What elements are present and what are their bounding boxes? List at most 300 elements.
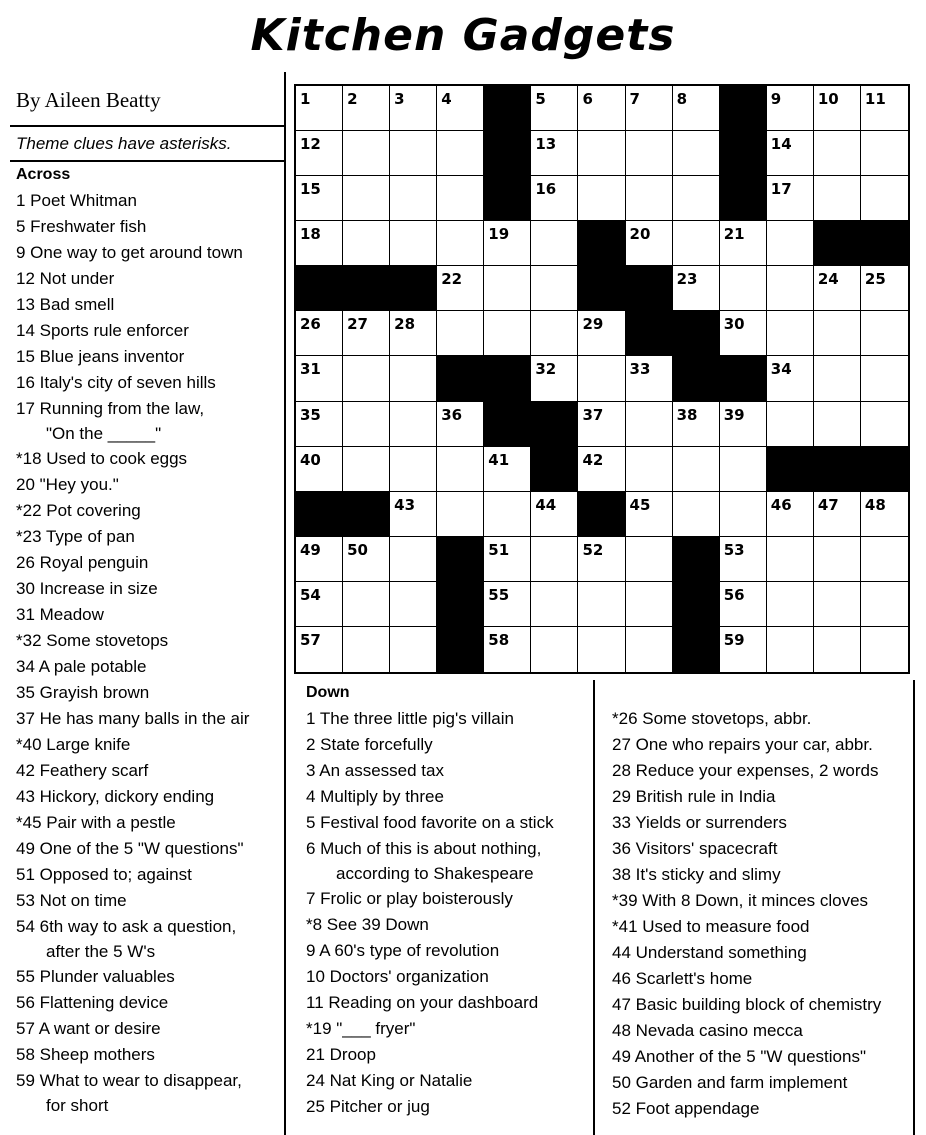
clue-text: *23 Type of pan — [16, 527, 135, 546]
black-square — [861, 221, 908, 266]
clue-item[interactable] — [16, 862, 282, 888]
clue-text: 11 Reading on your dashboard — [306, 993, 539, 1012]
cell-number: 59 — [723, 630, 745, 649]
clue-item[interactable] — [306, 784, 591, 810]
black-square — [437, 537, 484, 582]
cell-number: 37 — [582, 405, 604, 424]
black-square — [484, 86, 531, 131]
grid-cell[interactable] — [626, 447, 673, 492]
grid-cell[interactable] — [390, 86, 437, 131]
down-clues-column-2 — [612, 706, 912, 1122]
crossword-grid — [294, 84, 910, 674]
cell-number: 43 — [394, 495, 416, 514]
clue-text: 9 One way to get around town — [16, 243, 243, 262]
byline: By Aileen Beatty — [16, 88, 161, 112]
clue-item[interactable] — [16, 628, 282, 654]
clue-item[interactable] — [16, 810, 282, 836]
grid-cell[interactable] — [437, 176, 484, 221]
grid-cell[interactable] — [767, 537, 814, 582]
clue-text: *32 Some stovetops — [16, 631, 169, 650]
clue-item[interactable] — [16, 188, 282, 214]
grid-cell[interactable] — [531, 627, 578, 672]
grid-cell[interactable] — [814, 492, 861, 537]
clue-item[interactable] — [16, 576, 282, 602]
grid-cell[interactable] — [626, 86, 673, 131]
clue-text: 14 Sports rule enforcer — [16, 321, 189, 340]
cell-number: 9 — [770, 90, 782, 108]
grid-cell[interactable] — [720, 537, 767, 582]
clue-text: *8 See 39 Down — [306, 915, 429, 934]
grid-cell[interactable] — [343, 176, 390, 221]
across-heading: Across — [16, 166, 71, 183]
clue-item[interactable] — [612, 992, 912, 1018]
grid-cell[interactable] — [484, 311, 531, 356]
grid-cell[interactable] — [720, 582, 767, 627]
grid-cell[interactable] — [484, 266, 531, 311]
clue-item[interactable] — [16, 240, 282, 266]
grid-cell[interactable] — [673, 492, 720, 537]
clue-item[interactable] — [16, 732, 282, 758]
clue-text: 55 Plunder valuables — [16, 967, 175, 986]
grid-cell[interactable] — [767, 356, 814, 401]
black-square — [814, 447, 861, 492]
grid-cell[interactable] — [437, 266, 484, 311]
clue-text: 9 A 60's type of revolution — [306, 941, 500, 960]
clue-text: 3 An assessed tax — [306, 761, 444, 780]
clue-text: *40 Large knife — [16, 735, 131, 754]
black-square — [484, 176, 531, 221]
clue-item[interactable] — [612, 758, 912, 784]
cell-number: 13 — [535, 135, 557, 154]
cell-number: 54 — [300, 585, 321, 604]
cell-number: 29 — [582, 315, 604, 334]
grid-cell[interactable] — [390, 402, 437, 447]
grid-cell[interactable] — [861, 627, 908, 672]
grid-cell[interactable] — [861, 356, 908, 401]
black-square — [673, 311, 720, 356]
grid-cell[interactable] — [390, 131, 437, 176]
grid-cell[interactable] — [814, 131, 861, 176]
clue-text: 31 Meadow — [16, 605, 104, 624]
grid-cell[interactable] — [814, 627, 861, 672]
grid-cell[interactable] — [626, 176, 673, 221]
grid-cell[interactable] — [484, 492, 531, 537]
grid-cell[interactable] — [814, 86, 861, 131]
clue-text: 35 Grayish brown — [16, 683, 150, 702]
grid-cell[interactable] — [861, 537, 908, 582]
grid-cell[interactable] — [484, 627, 531, 672]
grid-cell[interactable] — [531, 311, 578, 356]
down-clues-column-1 — [306, 680, 591, 1120]
clue-text: 7 Frolic or play boisterously — [306, 889, 513, 908]
clue-item[interactable] — [306, 912, 591, 938]
grid-cell[interactable] — [626, 221, 673, 266]
grid-cell[interactable] — [437, 311, 484, 356]
black-square — [814, 221, 861, 266]
grid-cell[interactable] — [484, 447, 531, 492]
clue-text: 53 Not on time — [16, 891, 127, 910]
grid-cell[interactable] — [720, 492, 767, 537]
clue-item[interactable] — [16, 344, 282, 370]
grid-cell[interactable] — [296, 627, 343, 672]
grid-cell[interactable] — [861, 402, 908, 447]
grid-cell[interactable] — [814, 402, 861, 447]
clue-item[interactable] — [16, 784, 282, 810]
black-square — [720, 131, 767, 176]
down-right-divider — [913, 680, 915, 1135]
clue-item[interactable] — [612, 888, 912, 914]
clue-item[interactable] — [612, 810, 912, 836]
grid-cell[interactable] — [578, 176, 625, 221]
grid-cell[interactable] — [390, 627, 437, 672]
grid-cell[interactable] — [861, 266, 908, 311]
clue-item[interactable] — [612, 862, 912, 888]
black-square — [484, 356, 531, 401]
black-square — [673, 356, 720, 401]
black-square — [531, 447, 578, 492]
grid-cell[interactable] — [767, 131, 814, 176]
grid-cell[interactable] — [626, 402, 673, 447]
clue-text: 42 Feathery scarf — [16, 761, 149, 780]
grid-cell[interactable] — [343, 627, 390, 672]
grid-cell[interactable] — [437, 86, 484, 131]
cell-number: 11 — [864, 90, 886, 108]
clue-item[interactable] — [16, 914, 282, 964]
clue-item[interactable] — [16, 680, 282, 706]
clue-text: 28 Reduce your expenses, 2 words — [612, 761, 879, 780]
clue-item[interactable] — [306, 886, 591, 912]
clue-item[interactable] — [612, 706, 912, 732]
grid-cell[interactable] — [296, 176, 343, 221]
grid-cell[interactable] — [531, 537, 578, 582]
grid-cell[interactable] — [578, 131, 625, 176]
grid-cell[interactable] — [767, 402, 814, 447]
cell-number: 24 — [817, 270, 839, 289]
clue-item[interactable] — [16, 214, 282, 240]
grid-cell[interactable] — [767, 311, 814, 356]
black-square — [343, 266, 390, 311]
grid-cell[interactable] — [296, 582, 343, 627]
clue-text: *45 Pair with a pestle — [16, 813, 176, 832]
cell-number: 58 — [488, 630, 510, 649]
grid-cell[interactable] — [626, 537, 673, 582]
grid-cell[interactable] — [343, 356, 390, 401]
clue-continuation: according to Shakespeare — [336, 864, 534, 883]
clue-text: 25 Pitcher or jug — [306, 1097, 430, 1116]
grid-cell[interactable] — [626, 627, 673, 672]
clue-text: 56 Flattening device — [16, 993, 169, 1012]
grid-cell[interactable] — [626, 582, 673, 627]
grid-cell[interactable] — [343, 537, 390, 582]
clue-item[interactable] — [612, 1044, 912, 1070]
grid-cell[interactable] — [578, 582, 625, 627]
cell-number: 15 — [300, 180, 321, 199]
grid-cell[interactable] — [531, 86, 578, 131]
clue-item[interactable] — [16, 550, 282, 576]
clue-item[interactable] — [612, 966, 912, 992]
black-square — [578, 221, 625, 266]
clue-text: 1 The three little pig's villain — [306, 709, 514, 728]
clue-item[interactable] — [306, 810, 591, 836]
clue-text: 43 Hickory, dickory ending — [16, 787, 215, 806]
cell-number: 38 — [676, 405, 698, 424]
black-square — [578, 266, 625, 311]
clue-text: 17 Running from the law, — [16, 399, 205, 418]
grid-cell[interactable] — [390, 356, 437, 401]
clue-continuation: "On the _____" — [46, 424, 162, 443]
grid-cell[interactable] — [767, 627, 814, 672]
clue-item[interactable] — [16, 888, 282, 914]
cell-number: 39 — [723, 405, 745, 424]
grid-cell[interactable] — [767, 266, 814, 311]
black-square — [484, 131, 531, 176]
clue-text: 49 Another of the 5 "W questions" — [612, 1047, 867, 1066]
grid-cell[interactable] — [296, 402, 343, 447]
clue-text: *41 Used to measure food — [612, 917, 810, 936]
grid-cell[interactable] — [861, 86, 908, 131]
clue-item[interactable] — [306, 990, 591, 1016]
grid-cell[interactable] — [343, 86, 390, 131]
clue-item[interactable] — [16, 524, 282, 550]
clue-item[interactable] — [306, 706, 591, 732]
grid-cell[interactable] — [531, 176, 578, 221]
clue-item[interactable] — [16, 758, 282, 784]
grid-cell[interactable] — [673, 131, 720, 176]
grid-cell[interactable] — [437, 131, 484, 176]
grid-cell[interactable] — [343, 221, 390, 266]
clue-item[interactable] — [306, 758, 591, 784]
clue-text: 13 Bad smell — [16, 295, 115, 314]
clue-text: 59 What to wear to disappear, — [16, 1071, 242, 1090]
grid-cell[interactable] — [437, 221, 484, 266]
grid-cell[interactable] — [626, 131, 673, 176]
down-middle-divider — [593, 680, 595, 1135]
grid-cell[interactable] — [626, 492, 673, 537]
clue-text: *19 "___ fryer" — [306, 1019, 416, 1038]
grid-cell[interactable] — [673, 447, 720, 492]
grid-cell[interactable] — [578, 537, 625, 582]
clue-item[interactable] — [306, 1068, 591, 1094]
cell-number: 21 — [723, 225, 745, 244]
grid-cell[interactable] — [296, 311, 343, 356]
clue-item[interactable] — [612, 1070, 912, 1096]
black-square — [720, 86, 767, 131]
grid-cell[interactable] — [390, 311, 437, 356]
clue-item[interactable] — [16, 1068, 282, 1118]
clue-item[interactable] — [16, 370, 282, 396]
grid-cell[interactable] — [531, 131, 578, 176]
clue-text: 15 Blue jeans inventor — [16, 347, 185, 366]
grid-cell[interactable] — [720, 402, 767, 447]
grid-cell[interactable] — [296, 221, 343, 266]
cell-number: 7 — [629, 90, 640, 108]
clue-item[interactable] — [16, 292, 282, 318]
clue-item[interactable] — [306, 836, 591, 886]
cell-number: 52 — [582, 540, 604, 559]
grid-cell[interactable] — [767, 86, 814, 131]
clue-item[interactable] — [612, 732, 912, 758]
grid-cell[interactable] — [861, 492, 908, 537]
clue-item[interactable] — [16, 446, 282, 472]
clue-item[interactable] — [16, 1042, 282, 1068]
grid-cell[interactable] — [861, 311, 908, 356]
grid-cell[interactable] — [861, 582, 908, 627]
black-square — [390, 266, 437, 311]
clue-item[interactable] — [612, 836, 912, 862]
clue-item[interactable] — [16, 706, 282, 732]
grid-cell[interactable] — [531, 266, 578, 311]
clue-item[interactable] — [306, 1016, 591, 1042]
clue-item[interactable] — [306, 732, 591, 758]
grid-cell[interactable] — [578, 356, 625, 401]
grid-cell[interactable] — [814, 582, 861, 627]
grid-cell[interactable] — [578, 627, 625, 672]
clue-item[interactable] — [16, 990, 282, 1016]
black-square — [720, 176, 767, 221]
grid-cell[interactable] — [484, 582, 531, 627]
clue-item[interactable] — [306, 938, 591, 964]
clue-item[interactable] — [16, 654, 282, 680]
clue-item[interactable] — [16, 964, 282, 990]
grid-cell[interactable] — [578, 311, 625, 356]
grid-cell[interactable] — [578, 86, 625, 131]
black-square — [531, 402, 578, 447]
grid-cell[interactable] — [767, 221, 814, 266]
grid-cell[interactable] — [531, 492, 578, 537]
grid-cell[interactable] — [390, 221, 437, 266]
grid-cell[interactable] — [343, 311, 390, 356]
clue-text: 36 Visitors' spacecraft — [612, 839, 778, 858]
grid-cell[interactable] — [626, 356, 673, 401]
grid-cell[interactable] — [861, 176, 908, 221]
grid-cell[interactable] — [531, 582, 578, 627]
grid-cell[interactable] — [578, 447, 625, 492]
clue-item[interactable] — [612, 784, 912, 810]
grid-cell[interactable] — [673, 176, 720, 221]
clue-item[interactable] — [16, 602, 282, 628]
grid-cell[interactable] — [484, 221, 531, 266]
grid-cell[interactable] — [484, 537, 531, 582]
clue-item[interactable] — [16, 396, 282, 446]
cell-number: 26 — [300, 315, 321, 334]
black-square — [720, 356, 767, 401]
clue-item[interactable] — [16, 836, 282, 862]
clue-item[interactable] — [16, 1016, 282, 1042]
black-square — [578, 492, 625, 537]
clue-item[interactable] — [16, 266, 282, 292]
grid-cell[interactable] — [767, 582, 814, 627]
clue-item[interactable] — [306, 1042, 591, 1068]
grid-cell[interactable] — [531, 221, 578, 266]
clue-text: 38 It's sticky and slimy — [612, 865, 781, 884]
grid-cell[interactable] — [720, 311, 767, 356]
cell-number: 4 — [441, 90, 452, 108]
clue-item[interactable] — [612, 1018, 912, 1044]
grid-cell[interactable] — [343, 131, 390, 176]
grid-cell[interactable] — [767, 176, 814, 221]
grid-cell[interactable] — [390, 537, 437, 582]
grid-cell[interactable] — [767, 492, 814, 537]
grid-cell[interactable] — [296, 86, 343, 131]
cell-number: 5 — [535, 90, 546, 108]
clue-item[interactable] — [16, 498, 282, 524]
grid-cell[interactable] — [814, 266, 861, 311]
grid-cell[interactable] — [814, 356, 861, 401]
cell-number: 25 — [864, 270, 886, 289]
puzzle-title: Kitchen Gadgets — [250, 10, 676, 61]
cell-number: 10 — [817, 90, 839, 108]
clue-item[interactable] — [16, 472, 282, 498]
grid-cell[interactable] — [296, 447, 343, 492]
cell-number: 2 — [347, 90, 358, 108]
cell-number: 1 — [300, 90, 311, 108]
clue-text: *26 Some stovetops, abbr. — [612, 709, 812, 728]
cell-number: 18 — [300, 225, 321, 244]
grid-cell[interactable] — [437, 402, 484, 447]
grid-cell[interactable] — [437, 447, 484, 492]
cell-number: 17 — [770, 180, 792, 199]
clue-text: 51 Opposed to; against — [16, 865, 192, 884]
grid-cell[interactable] — [343, 402, 390, 447]
clue-continuation: for short — [46, 1096, 109, 1115]
cell-number: 36 — [441, 405, 463, 424]
clue-text: 54 6th way to ask a question, — [16, 917, 237, 936]
black-square — [861, 447, 908, 492]
grid-cell[interactable] — [343, 582, 390, 627]
grid-cell[interactable] — [531, 356, 578, 401]
grid-cell[interactable] — [814, 176, 861, 221]
clue-item[interactable] — [612, 1096, 912, 1122]
grid-cell[interactable] — [343, 447, 390, 492]
grid-cell[interactable] — [720, 627, 767, 672]
grid-cell[interactable] — [673, 266, 720, 311]
black-square — [296, 266, 343, 311]
grid-cell[interactable] — [296, 131, 343, 176]
clue-text: 33 Yields or surrenders — [612, 813, 787, 832]
grid-cell[interactable] — [437, 492, 484, 537]
clue-text: 10 Doctors' organization — [306, 967, 489, 986]
grid-cell[interactable] — [673, 221, 720, 266]
grid-cell[interactable] — [673, 402, 720, 447]
grid-cell[interactable] — [720, 266, 767, 311]
grid-cell[interactable] — [720, 221, 767, 266]
clue-item[interactable] — [612, 914, 912, 940]
grid-cell[interactable] — [296, 356, 343, 401]
clue-text: 1 Poet Whitman — [16, 191, 137, 210]
clue-item[interactable] — [612, 940, 912, 966]
cell-number: 23 — [676, 270, 698, 289]
clue-item[interactable] — [306, 964, 591, 990]
clue-text: 29 British rule in India — [612, 787, 776, 806]
grid-cell[interactable] — [390, 176, 437, 221]
grid-cell[interactable] — [720, 447, 767, 492]
clue-item[interactable] — [16, 318, 282, 344]
grid-cell[interactable] — [673, 86, 720, 131]
grid-cell[interactable] — [296, 537, 343, 582]
grid-cell[interactable] — [578, 402, 625, 447]
clue-text: 37 He has many balls in the air — [16, 709, 250, 728]
grid-cell[interactable] — [814, 537, 861, 582]
grid-cell[interactable] — [861, 131, 908, 176]
grid-cell[interactable] — [814, 311, 861, 356]
grid-cell[interactable] — [390, 447, 437, 492]
clue-item[interactable] — [306, 1094, 591, 1120]
clue-text: 44 Understand something — [612, 943, 807, 962]
grid-cell[interactable] — [390, 582, 437, 627]
grid-cell[interactable] — [390, 492, 437, 537]
clue-text: 26 Royal penguin — [16, 553, 149, 572]
cell-number: 12 — [300, 135, 321, 154]
